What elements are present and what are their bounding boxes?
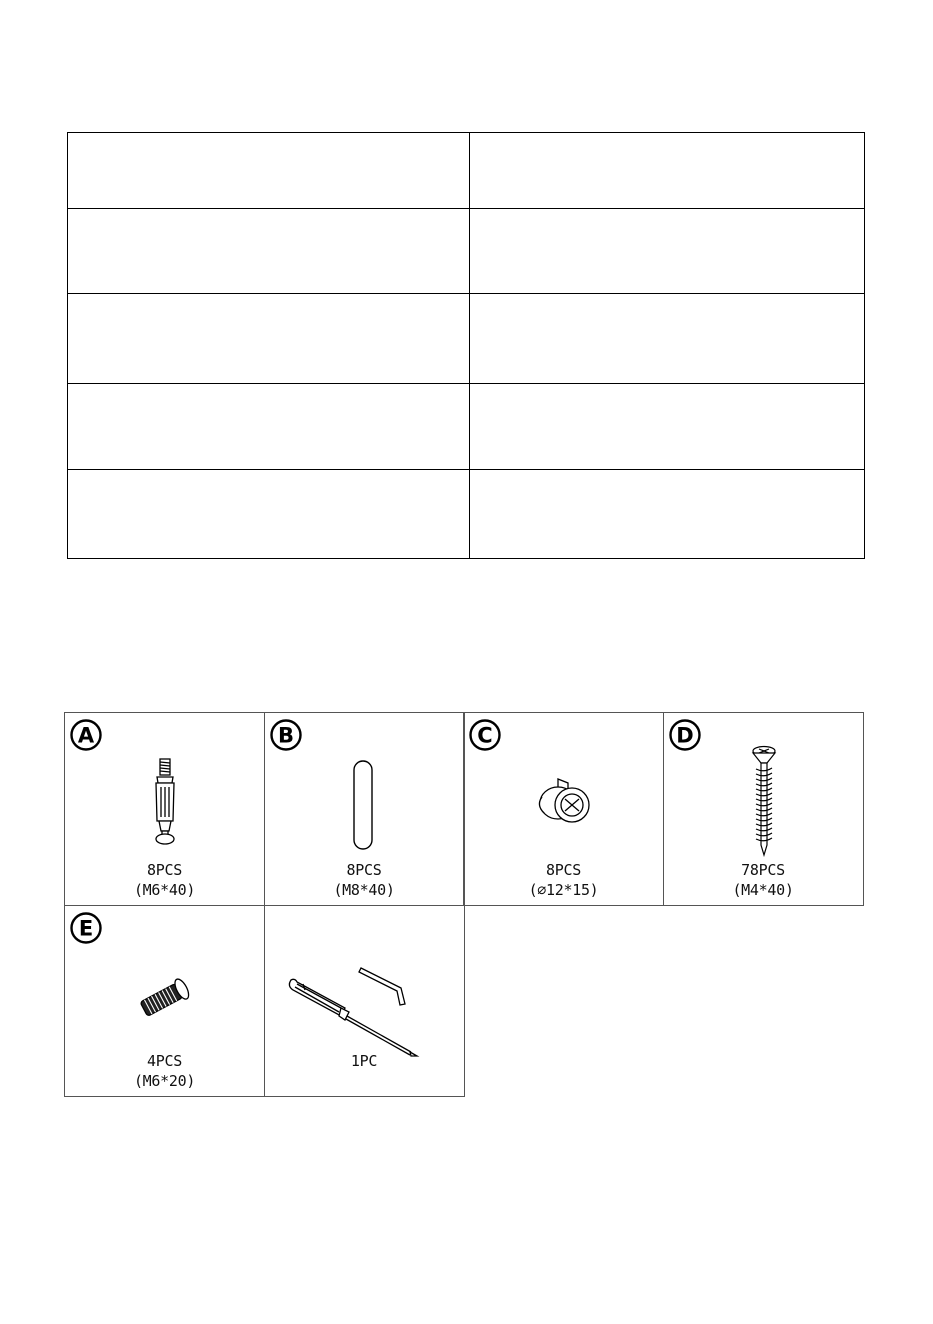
table-row bbox=[68, 294, 865, 384]
table-cell bbox=[470, 384, 865, 470]
size-label: (M4*40) bbox=[732, 881, 794, 899]
svg-text:C: C bbox=[477, 723, 493, 748]
size-label: (M6*20) bbox=[133, 1071, 196, 1090]
hardware-item-a bbox=[64, 712, 265, 906]
short-bolt-icon bbox=[135, 970, 195, 1026]
hardware-item-d bbox=[663, 712, 864, 906]
table-row bbox=[68, 470, 865, 559]
letter-b-badge bbox=[270, 719, 302, 751]
svg-text:A: A bbox=[77, 723, 95, 748]
wood-screw-icon bbox=[748, 745, 780, 857]
wood-dowel-icon bbox=[351, 759, 375, 853]
table-cell bbox=[68, 384, 470, 470]
quantity-label: 8PCS bbox=[147, 861, 182, 879]
quantity-label: 8PCS bbox=[346, 861, 382, 879]
size-label: (M6*40) bbox=[133, 881, 196, 899]
svg-text:E: E bbox=[78, 916, 94, 940]
size-label: (⌀12*15) bbox=[528, 881, 599, 899]
hardware-grid-row bbox=[64, 712, 868, 906]
table-cell bbox=[68, 294, 470, 384]
svg-text:D: D bbox=[675, 723, 694, 748]
quantity-label: 8PCS bbox=[546, 861, 581, 879]
table-cell bbox=[68, 133, 470, 209]
letter-e-badge bbox=[70, 912, 102, 944]
letter-c-badge bbox=[469, 719, 501, 751]
svg-text:B: B bbox=[277, 723, 294, 748]
letter-d-badge bbox=[669, 719, 701, 751]
cam-bolt-icon bbox=[145, 757, 185, 849]
table-cell bbox=[470, 470, 865, 559]
cam-lock-icon bbox=[534, 775, 594, 831]
size-label: (M8*40) bbox=[333, 881, 395, 899]
table-cell bbox=[470, 209, 865, 294]
table-row bbox=[68, 209, 865, 294]
screwdriver-hex-key-icon bbox=[283, 960, 423, 1060]
quantity-label: 1PC bbox=[350, 1051, 378, 1070]
hardware-item-b bbox=[264, 712, 465, 906]
quantity-label: 78PCS bbox=[741, 861, 785, 879]
table-cell bbox=[68, 470, 470, 559]
hardware-item-c bbox=[463, 712, 664, 906]
table-cell bbox=[470, 294, 865, 384]
table-row bbox=[68, 133, 865, 209]
hardware-item-tools bbox=[264, 905, 465, 1097]
table-cell bbox=[68, 209, 470, 294]
quantity-label: 4PCS bbox=[147, 1051, 182, 1070]
hardware-item-e bbox=[64, 905, 265, 1097]
letter-a-badge bbox=[70, 719, 102, 751]
table-row bbox=[68, 384, 865, 470]
table-cell bbox=[470, 133, 865, 209]
hardware-grid-row bbox=[64, 906, 466, 1098]
parts-table bbox=[67, 132, 865, 559]
